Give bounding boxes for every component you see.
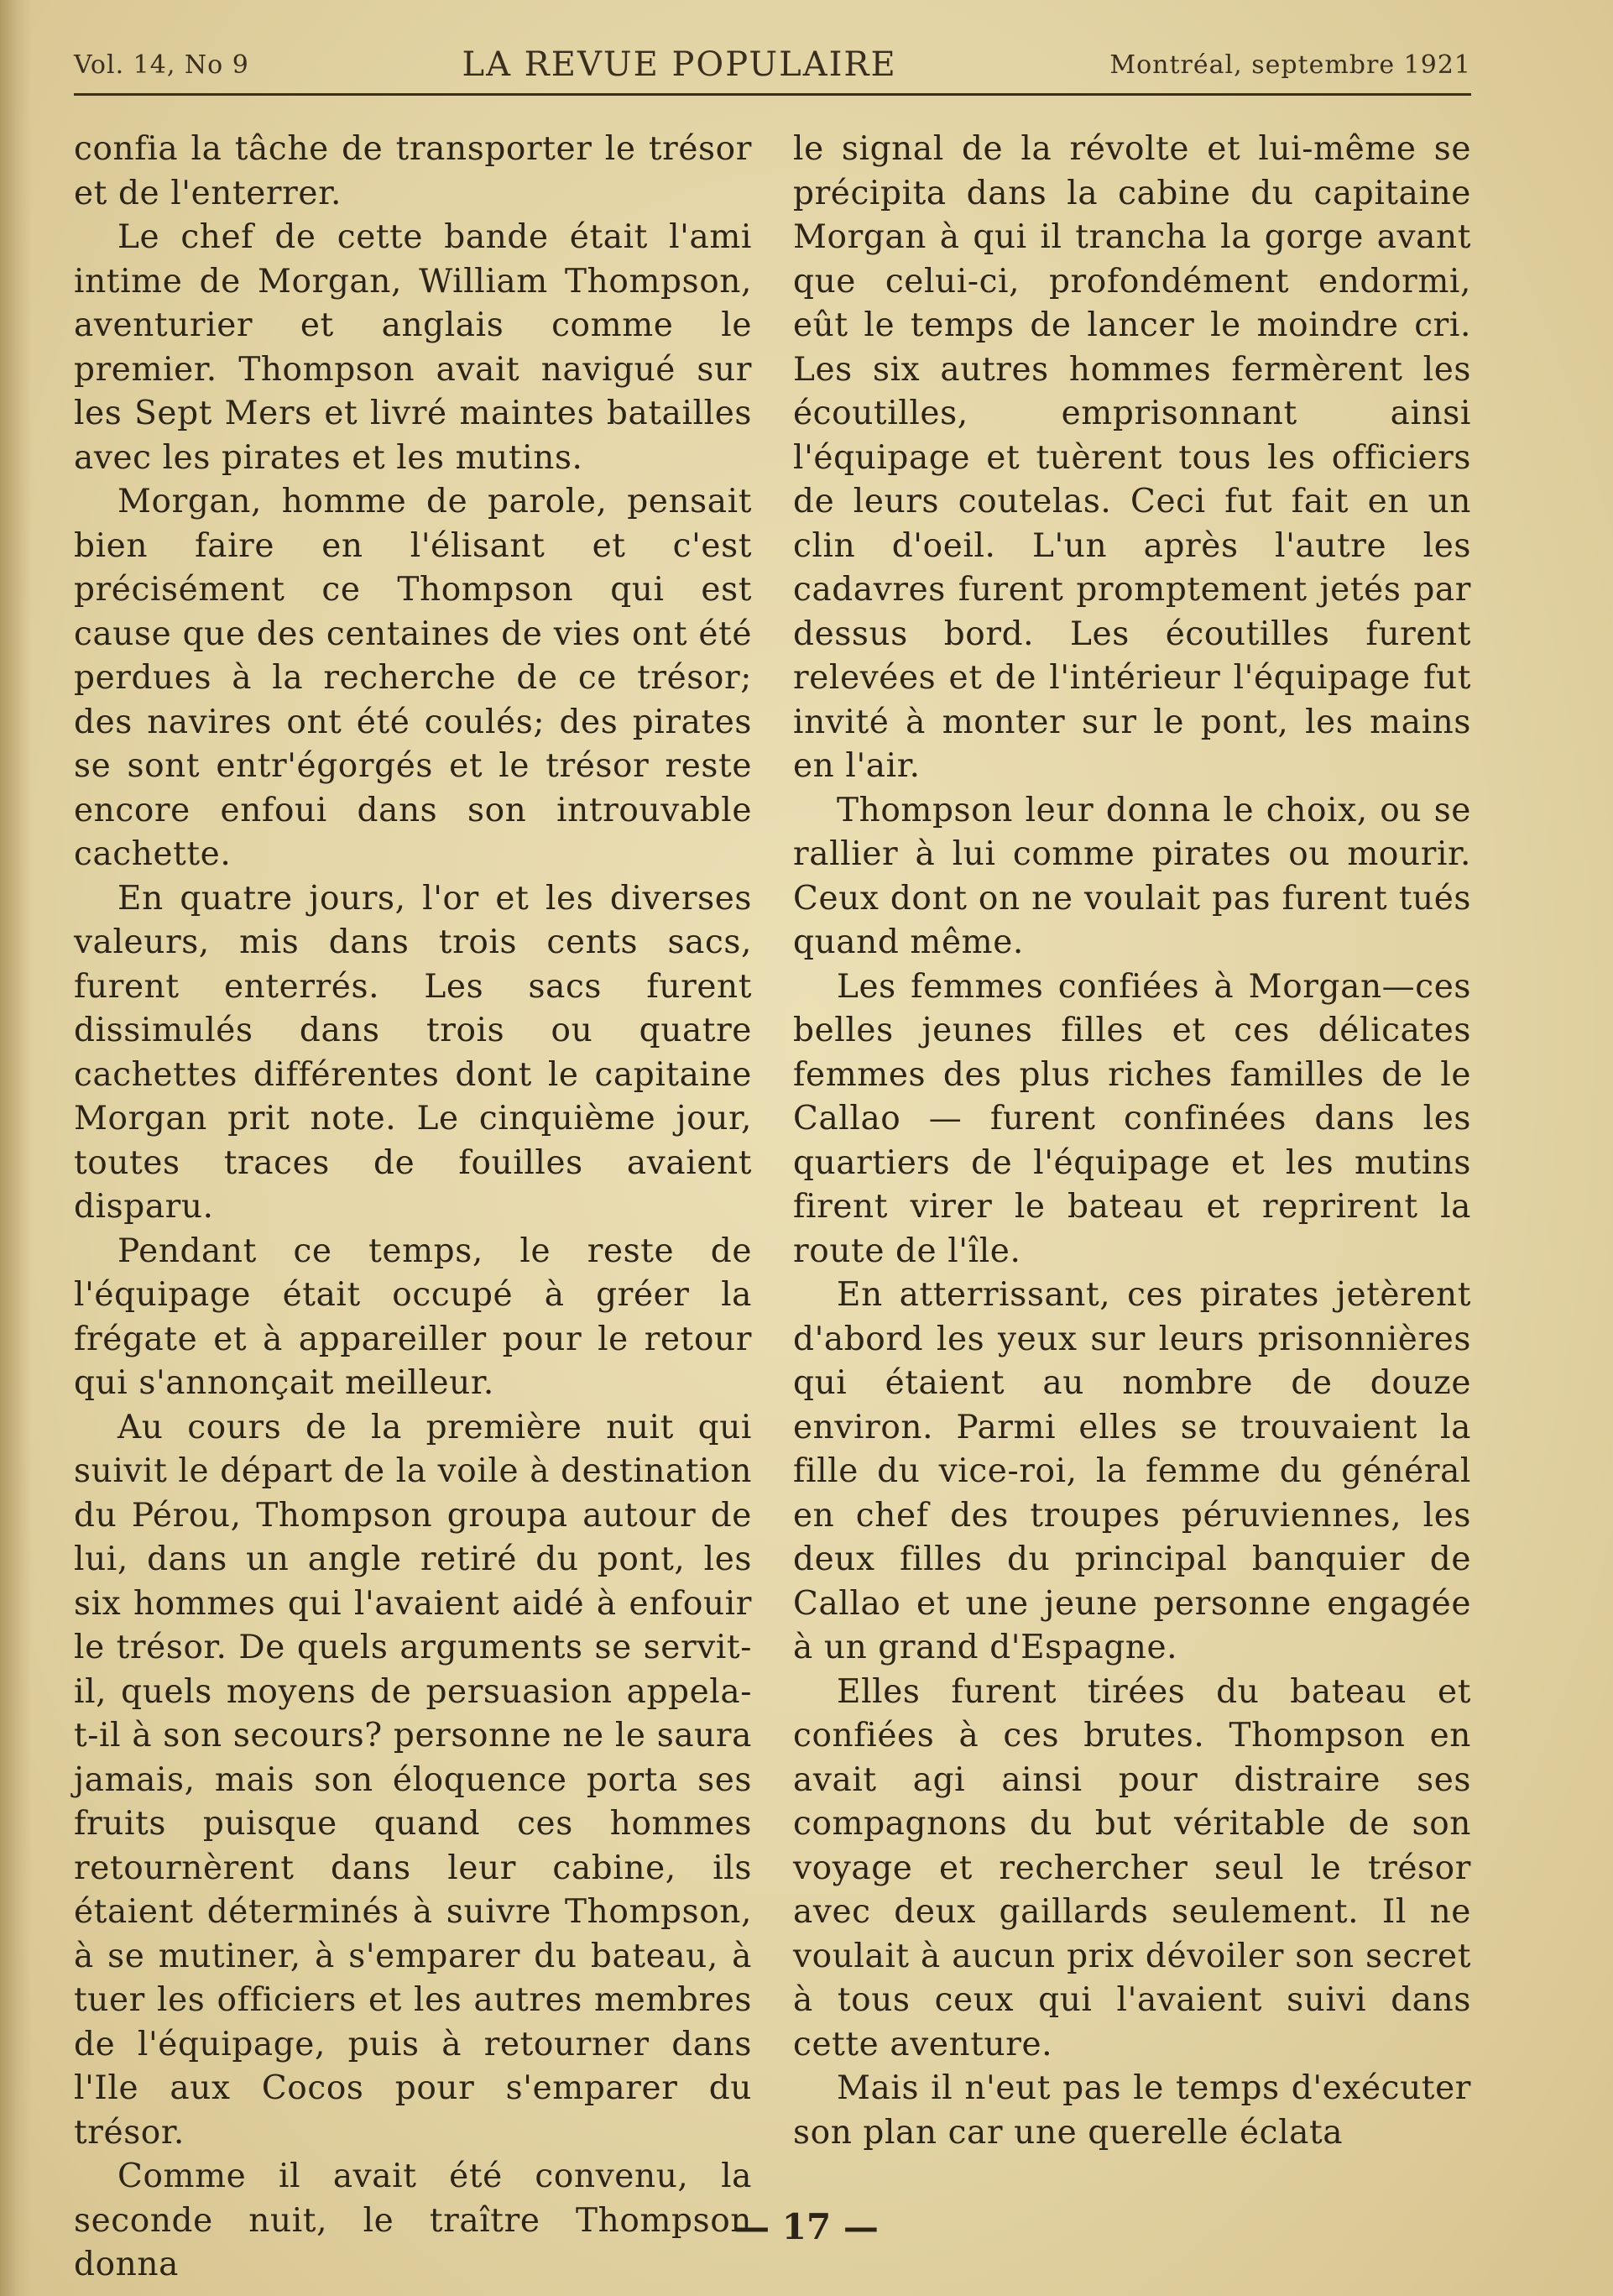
issue-date: Montréal, septembre 1921 <box>1109 50 1471 80</box>
paragraph: En quatre jours, l'or et les diverses valeurs, mis dans trois cents sacs, furent enterrés. Les sacs furent dissimulés dans trois ou quatre cachettes différentes dont le capitaine Morgan prit note. Le cinquième jour, toutes traces de fouilles avaient disparu. <box>74 879 752 1226</box>
left-column <box>74 128 752 2288</box>
header-rule <box>74 93 1471 96</box>
page-spine-shadow <box>0 0 32 2296</box>
paragraph: Pendant ce temps, le reste de l'équipage était occupé à gréer la frégate et à appareiller pour le retour qui s'annonçait meilleur. <box>74 1232 752 1402</box>
paragraph: le signal de la révolte et lui-même se précipita dans la cabine du capitaine Morgan à qui il trancha la gorge avant que celui-ci, profondément endormi, eût le temps de lancer le moindre cri. Les six autres hommes fermèrent les écoutilles, emprisonnant ainsi l'équipage et tuèrent tous les officiers de leurs coutelas. Ceci fut fait en un clin d'oeil. L'un après l'autre les cadavres furent promptement jetés par dessus bord. Les écoutilles furent relevées et de l'intérieur l'équipage fut invité à monter sur le pont, les mains en l'air. <box>793 130 1471 785</box>
volume-number: Vol. 14, No 9 <box>74 50 249 80</box>
running-header <box>74 40 1471 89</box>
magazine-title: LA REVUE POPULAIRE <box>462 45 897 84</box>
paragraph: Le chef de cette bande était l'ami intime de Morgan, William Thompson, aventurier et anglais comme le premier. Thompson avait navigué sur les Sept Mers et livré maintes batailles avec les pirates et les mutins. <box>74 218 752 477</box>
paragraph: Morgan, homme de parole, pensait bien faire en l'élisant et c'est précisément ce Thompson qui est cause que des centaines de vies ont été perdues à la recherche de ce trésor; des navires ont été coulés; des pirates se sont entr'égorgés et le trésor reste encore enfoui dans son introuvable cachette. <box>74 483 752 873</box>
paragraph: Thompson leur donna le choix, ou se rallier à lui comme pirates ou mourir. Ceux dont on ne voulait pas furent tués quand même. <box>793 791 1471 961</box>
paragraph: Elles furent tirées du bateau et confiées à ces brutes. Thompson en avait agi ainsi pour distraire ses compagnons du but véritable de son voyage et rechercher seul le trésor avec deux gaillards seulement. Il ne voulait à aucun prix dévoiler son secret à tous ceux qui l'avaient suivi dans cette aventure. <box>793 1672 1471 2063</box>
paragraph: confia la tâche de transporter le trésor et de l'enterrer. <box>74 130 752 212</box>
paragraph: Les femmes confiées à Morgan—ces belles jeunes filles et ces délicates femmes des plus riches familles de le Callao — furent confinées dans les quartiers de l'équipage et les mutins firent virer le bateau et reprirent la route de l'île. <box>793 967 1471 1270</box>
paragraph: Comme il avait été convenu, la seconde nuit, le traître Thompson donna <box>74 2157 752 2283</box>
right-column <box>793 128 1471 2155</box>
page-number: — 17 — <box>734 2206 879 2247</box>
paragraph: Mais il n'eut pas le temps d'exécuter son plan car une querelle éclata <box>793 2069 1471 2152</box>
paragraph: Au cours de la première nuit qui suivit le départ de la voile à destination du Pérou, Thompson groupa autour de lui, dans un angle retiré du pont, les six hommes qui l'avaient aidé à enfouir le trésor. De quels arguments se servit-il, quels moyens de persuasion appela-t-il à son secours? personne ne le saura jamais, mais son éloquence porta ses fruits puisque quand ces hommes retournèrent dans leur cabine, ils étaient déterminés à suivre Thompson, à se mutiner, à s'emparer du bateau, à tuer les officiers et les autres membres de l'équipage, puis à retourner dans l'Ile aux Cocos pour s'emparer du trésor. <box>74 1408 752 2152</box>
paragraph: En atterrissant, ces pirates jetèrent d'abord les yeux sur leurs prisonnières qui étaient au nombre de douze environ. Parmi elles se trouvaient la fille du vice-roi, la femme du général en chef des troupes péruviennes, les deux filles du principal banquier de Callao et une jeune personne engagée à un grand d'Espagne. <box>793 1276 1471 1666</box>
